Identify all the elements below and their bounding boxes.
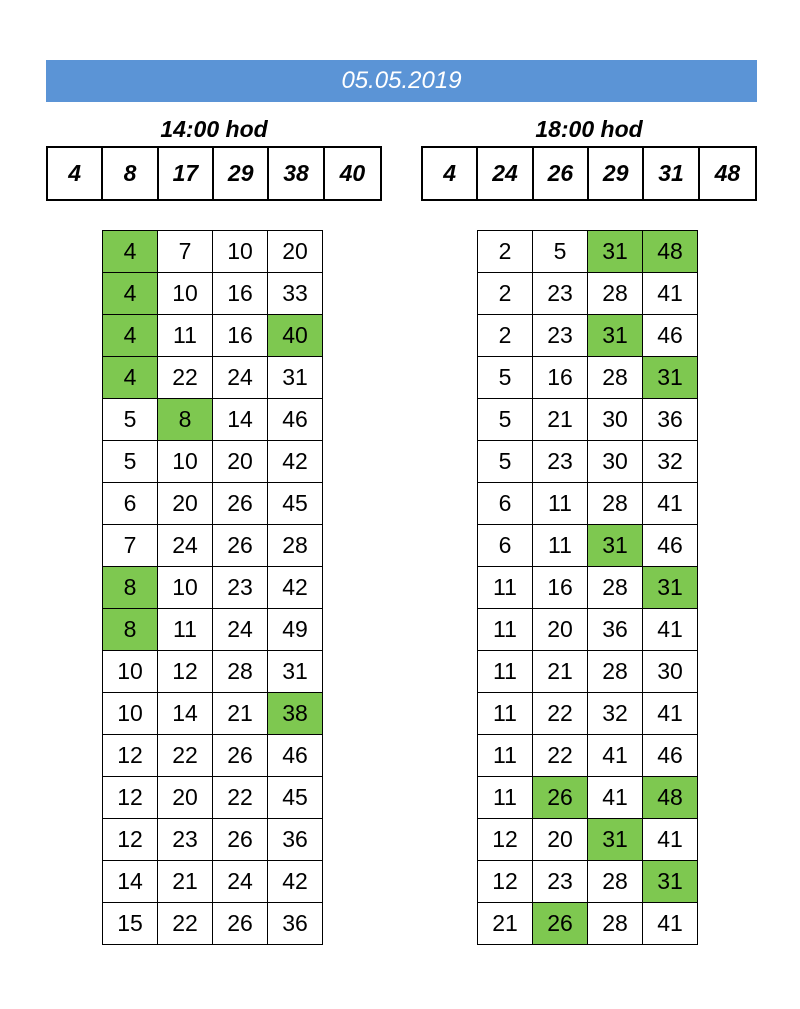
- combination-row: [478, 357, 698, 399]
- number-cell: 16: [533, 567, 588, 609]
- combination-row: [103, 777, 323, 819]
- draw-2-number: 4: [423, 148, 478, 199]
- number-cell: 12: [103, 777, 158, 819]
- combination-row: [103, 903, 323, 945]
- number-cell: 14: [158, 693, 213, 735]
- number-cell: 24: [213, 861, 268, 903]
- draw-2-time: 18:00 hod: [535, 115, 643, 142]
- matched-number-cell: 8: [103, 609, 158, 651]
- number-cell: 20: [158, 483, 213, 525]
- number-cell: 7: [103, 525, 158, 567]
- draw-2-numbers: [421, 146, 757, 201]
- number-cell: 46: [643, 525, 698, 567]
- number-cell: 28: [588, 357, 643, 399]
- matched-number-cell: 4: [103, 273, 158, 315]
- number-cell: 26: [213, 525, 268, 567]
- number-cell: 12: [478, 861, 533, 903]
- combination-row: [478, 231, 698, 273]
- number-cell: 23: [533, 441, 588, 483]
- number-cell: 14: [213, 399, 268, 441]
- combination-row: [478, 441, 698, 483]
- draw-1-time: 14:00 hod: [160, 115, 268, 142]
- combination-row: [103, 315, 323, 357]
- number-cell: 32: [643, 441, 698, 483]
- number-cell: 20: [533, 819, 588, 861]
- combination-row: [478, 609, 698, 651]
- number-cell: 2: [478, 315, 533, 357]
- number-cell: 5: [533, 231, 588, 273]
- number-cell: 22: [158, 903, 213, 945]
- number-cell: 12: [103, 735, 158, 777]
- combination-row: [478, 315, 698, 357]
- number-cell: 5: [103, 441, 158, 483]
- matched-number-cell: 31: [643, 861, 698, 903]
- combination-row: [103, 651, 323, 693]
- number-cell: 32: [588, 693, 643, 735]
- number-cell: 10: [103, 651, 158, 693]
- number-cell: 24: [213, 357, 268, 399]
- number-cell: 26: [213, 735, 268, 777]
- number-cell: 21: [478, 903, 533, 945]
- number-cell: 42: [268, 567, 323, 609]
- draw-2-number: 24: [478, 148, 533, 199]
- number-cell: 30: [643, 651, 698, 693]
- combination-row: [103, 735, 323, 777]
- draw-1-number: 8: [103, 148, 158, 199]
- number-cell: 33: [268, 273, 323, 315]
- number-cell: 23: [158, 819, 213, 861]
- matched-number-cell: 31: [588, 525, 643, 567]
- number-cell: 15: [103, 903, 158, 945]
- combination-row: [478, 693, 698, 735]
- number-cell: 28: [588, 903, 643, 945]
- number-cell: 41: [643, 483, 698, 525]
- combination-row: [478, 399, 698, 441]
- number-cell: 20: [533, 609, 588, 651]
- number-cell: 26: [213, 819, 268, 861]
- combinations-table-1800: [477, 230, 698, 945]
- number-cell: 11: [478, 651, 533, 693]
- number-cell: 36: [643, 399, 698, 441]
- number-cell: 12: [103, 819, 158, 861]
- draw-2-number: 48: [714, 160, 741, 186]
- number-cell: 46: [268, 399, 323, 441]
- combination-row: [103, 231, 323, 273]
- number-cell: 5: [478, 357, 533, 399]
- number-cell: 11: [533, 525, 588, 567]
- draw-1-number: 4: [48, 148, 103, 199]
- combination-row: [478, 819, 698, 861]
- number-cell: 10: [158, 567, 213, 609]
- number-cell: 11: [158, 609, 213, 651]
- combination-row: [103, 483, 323, 525]
- number-cell: 12: [478, 819, 533, 861]
- number-cell: 26: [213, 903, 268, 945]
- combination-row: [478, 777, 698, 819]
- matched-number-cell: 4: [103, 315, 158, 357]
- number-cell: 28: [588, 651, 643, 693]
- combination-row: [103, 357, 323, 399]
- matched-number-cell: 48: [643, 777, 698, 819]
- number-cell: 2: [478, 231, 533, 273]
- matched-number-cell: 8: [103, 567, 158, 609]
- matched-number-cell: 26: [533, 777, 588, 819]
- combination-row: [103, 567, 323, 609]
- number-cell: 36: [588, 609, 643, 651]
- number-cell: 22: [213, 777, 268, 819]
- number-cell: 23: [533, 273, 588, 315]
- number-cell: 16: [213, 315, 268, 357]
- combination-row: [103, 819, 323, 861]
- number-cell: 30: [588, 441, 643, 483]
- date-label: 05.05.2019: [341, 67, 462, 94]
- number-cell: 41: [643, 609, 698, 651]
- number-cell: 10: [103, 693, 158, 735]
- number-cell: 28: [268, 525, 323, 567]
- number-cell: 5: [478, 399, 533, 441]
- number-cell: 10: [158, 441, 213, 483]
- number-cell: 36: [268, 819, 323, 861]
- combination-row: [103, 693, 323, 735]
- number-cell: 22: [158, 357, 213, 399]
- number-cell: 14: [103, 861, 158, 903]
- number-cell: 11: [478, 777, 533, 819]
- draw-1-number: 29: [214, 148, 269, 199]
- number-cell: 7: [158, 231, 213, 273]
- number-cell: 11: [533, 483, 588, 525]
- combination-row: [103, 609, 323, 651]
- number-cell: 36: [268, 903, 323, 945]
- number-cell: 22: [158, 735, 213, 777]
- matched-number-cell: 31: [643, 357, 698, 399]
- combination-row: [478, 567, 698, 609]
- combination-row: [478, 525, 698, 567]
- number-cell: 42: [268, 441, 323, 483]
- matched-number-cell: 4: [103, 357, 158, 399]
- draw-1-number: 17: [159, 148, 214, 199]
- number-cell: 5: [103, 399, 158, 441]
- number-cell: 31: [268, 651, 323, 693]
- number-cell: 22: [533, 735, 588, 777]
- number-cell: 41: [643, 273, 698, 315]
- combination-row: [103, 441, 323, 483]
- draw-1-numbers: [46, 146, 382, 201]
- number-cell: 23: [533, 861, 588, 903]
- number-cell: 41: [643, 903, 698, 945]
- matched-number-cell: 40: [268, 315, 323, 357]
- number-cell: 6: [478, 483, 533, 525]
- combination-row: [478, 861, 698, 903]
- draw-2-number: 31: [644, 148, 699, 199]
- number-cell: 11: [478, 735, 533, 777]
- matched-number-cell: 8: [158, 399, 213, 441]
- number-cell: 11: [478, 567, 533, 609]
- combination-row: [103, 273, 323, 315]
- number-cell: 28: [588, 567, 643, 609]
- number-cell: 26: [213, 483, 268, 525]
- draw-1-number: 38: [269, 148, 324, 199]
- combination-row: [103, 861, 323, 903]
- number-cell: 11: [158, 315, 213, 357]
- number-cell: 28: [213, 651, 268, 693]
- number-cell: 6: [478, 525, 533, 567]
- number-cell: 21: [158, 861, 213, 903]
- number-cell: 5: [478, 441, 533, 483]
- number-cell: 49: [268, 609, 323, 651]
- number-cell: 16: [213, 273, 268, 315]
- matched-number-cell: 26: [533, 903, 588, 945]
- combination-row: [103, 399, 323, 441]
- number-cell: 6: [103, 483, 158, 525]
- number-cell: 28: [588, 861, 643, 903]
- number-cell: 46: [643, 315, 698, 357]
- combination-row: [478, 483, 698, 525]
- number-cell: 10: [158, 273, 213, 315]
- number-cell: 31: [268, 357, 323, 399]
- matched-number-cell: 31: [588, 231, 643, 273]
- number-cell: 46: [268, 735, 323, 777]
- number-cell: 12: [158, 651, 213, 693]
- matched-number-cell: 48: [643, 231, 698, 273]
- number-cell: 23: [213, 567, 268, 609]
- number-cell: 21: [533, 651, 588, 693]
- number-cell: 45: [268, 777, 323, 819]
- number-cell: 46: [643, 735, 698, 777]
- matched-number-cell: 4: [103, 231, 158, 273]
- number-cell: 41: [588, 777, 643, 819]
- number-cell: 23: [533, 315, 588, 357]
- number-cell: 41: [643, 819, 698, 861]
- number-cell: 41: [643, 693, 698, 735]
- number-cell: 20: [158, 777, 213, 819]
- draw-2-number: 29: [589, 148, 644, 199]
- number-cell: 11: [478, 609, 533, 651]
- number-cell: 28: [588, 273, 643, 315]
- combination-row: [478, 903, 698, 945]
- date-banner: [46, 60, 757, 102]
- number-cell: 28: [588, 483, 643, 525]
- draw-2-number: 26: [534, 148, 589, 199]
- number-cell: 2: [478, 273, 533, 315]
- number-cell: 24: [158, 525, 213, 567]
- combination-row: [478, 273, 698, 315]
- number-cell: 20: [268, 231, 323, 273]
- number-cell: 42: [268, 861, 323, 903]
- combination-row: [103, 525, 323, 567]
- combination-row: [478, 651, 698, 693]
- number-cell: 21: [533, 399, 588, 441]
- matched-number-cell: 31: [588, 315, 643, 357]
- number-cell: 30: [588, 399, 643, 441]
- number-cell: 45: [268, 483, 323, 525]
- number-cell: 22: [533, 693, 588, 735]
- number-cell: 21: [213, 693, 268, 735]
- matched-number-cell: 38: [268, 693, 323, 735]
- draw-1-number: 40: [339, 160, 366, 186]
- number-cell: 10: [213, 231, 268, 273]
- combination-row: [478, 735, 698, 777]
- number-cell: 24: [213, 609, 268, 651]
- number-cell: 41: [588, 735, 643, 777]
- number-cell: 16: [533, 357, 588, 399]
- combinations-table-1400: [102, 230, 323, 945]
- matched-number-cell: 31: [643, 567, 698, 609]
- matched-number-cell: 31: [588, 819, 643, 861]
- number-cell: 11: [478, 693, 533, 735]
- number-cell: 20: [213, 441, 268, 483]
